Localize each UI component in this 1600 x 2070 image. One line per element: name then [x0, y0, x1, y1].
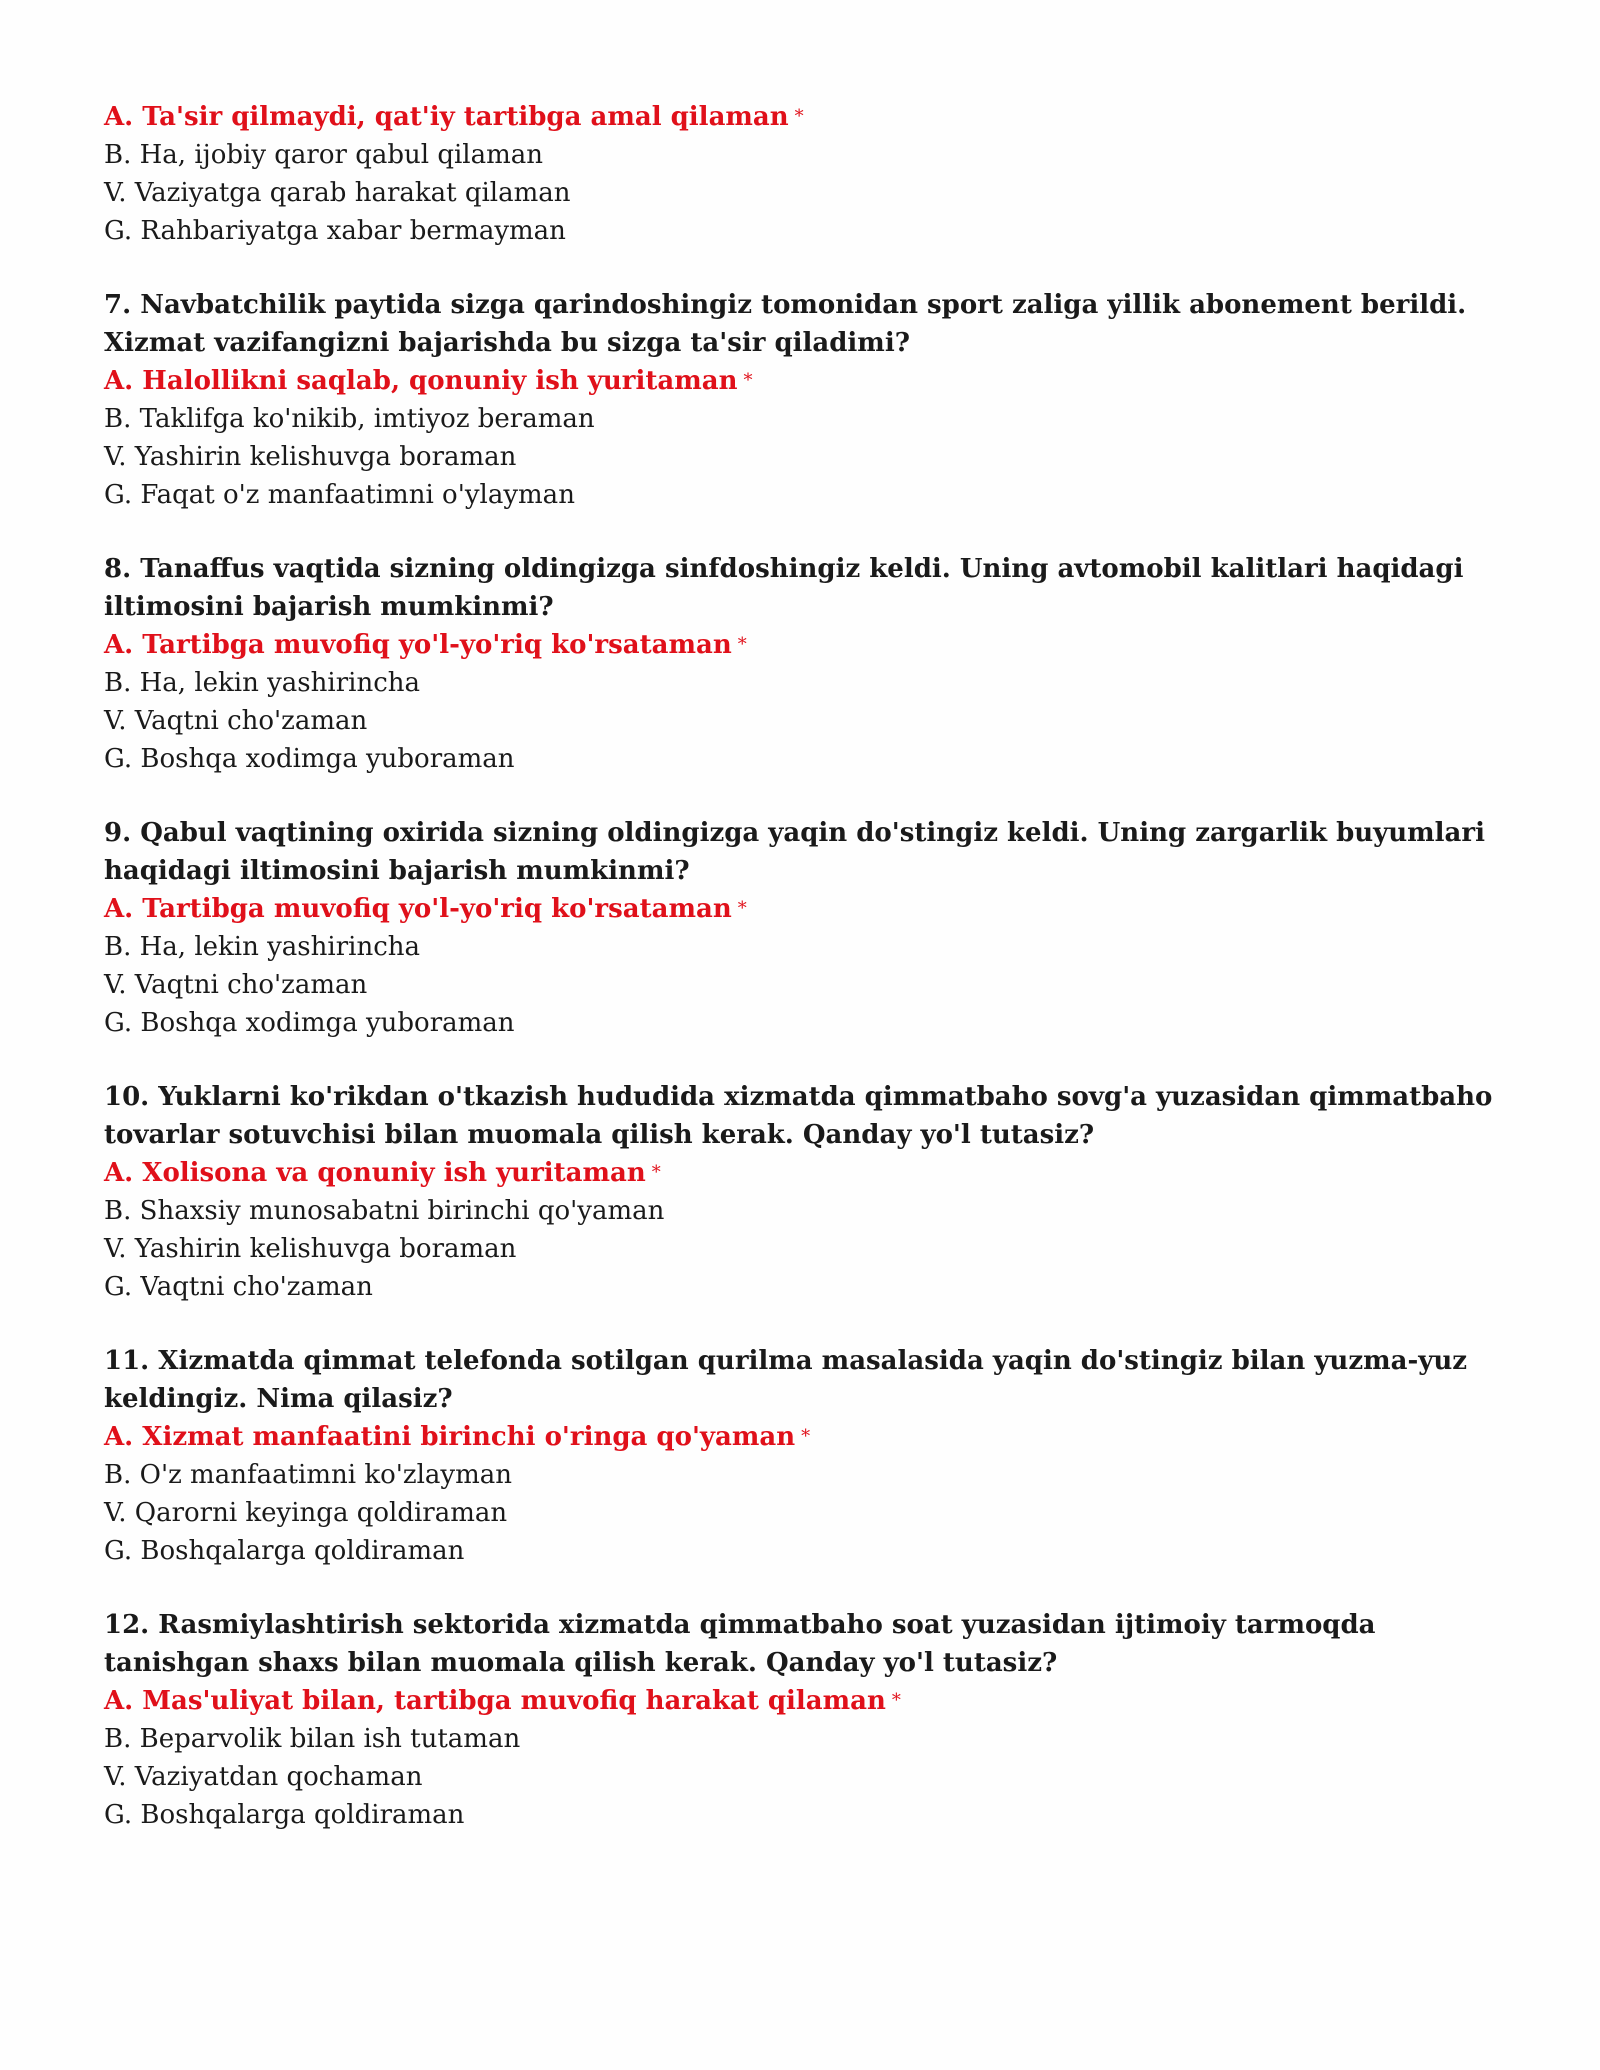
option: V. Vaqtni cho'zaman — [104, 970, 368, 1000]
option: B. Taklifga ko'nikib, imtiyoz beraman — [104, 404, 595, 434]
correct-marker: * — [743, 370, 753, 391]
option: V. Yashirin kelishuvga boraman — [104, 1234, 517, 1264]
correct-marker: * — [651, 1162, 661, 1183]
question-text: 7. Navbatchilik paytida sizga qarindoshingiz tomonidan sport zaliga yillik abonement berildi. Xizmat vazifangizni bajarishda bu sizga ta'sir qiladimi? — [104, 290, 1467, 358]
correct-option: A. Ta'sir qilmaydi, qat'iy tartibga amal qilaman * — [104, 102, 804, 132]
option: V. Vaqtni cho'zaman — [104, 706, 368, 736]
option: B. Beparvolik bilan ish tutaman — [104, 1724, 521, 1754]
option: G. Boshqa xodimga yuboraman — [104, 1008, 515, 1038]
correct-option: A. Tartibga muvofiq yo'l-yo'riq ko'rsataman * — [104, 630, 747, 660]
option: B. Shaxsiy munosabatni birinchi qo'yaman — [104, 1196, 665, 1226]
question-block — [104, 550, 1504, 778]
correct-marker: * — [737, 634, 747, 655]
question-block — [104, 286, 1504, 514]
option: G. Boshqa xodimga yuboraman — [104, 744, 515, 774]
question-block — [104, 1342, 1504, 1570]
correct-marker: * — [801, 1426, 811, 1447]
option: G. Rahbariyatga xabar bermayman — [104, 216, 566, 246]
correct-marker: * — [794, 106, 804, 127]
question-text: 11. Xizmatda qimmat telefonda sotilgan qurilma masalasida yaqin do'stingiz bilan yuzma-yuz keldingiz. Nima qilasiz? — [104, 1346, 1468, 1414]
correct-marker: * — [737, 898, 747, 919]
option: G. Boshqalarga qoldiraman — [104, 1800, 465, 1830]
option: B. Ha, lekin yashirincha — [104, 932, 421, 962]
option: G. Boshqalarga qoldiraman — [104, 1536, 465, 1566]
option: B. O'z manfaatimni ko'zlayman — [104, 1460, 512, 1490]
question-block — [104, 1078, 1504, 1306]
question-text: 8. Tanaffus vaqtida sizning oldingizga sinfdoshingiz keldi. Uning avtomobil kalitlari haqidagi iltimosini bajarish mumkinmi? — [104, 554, 1464, 622]
question-block — [104, 814, 1504, 1042]
question-text: 12. Rasmiylashtirish sektorida xizmatda qimmatbaho soat yuzasidan ijtimoiy tarmoqda tanishgan shaxs bilan muomala qilish kerak. Qanday yo'l tutasiz? — [104, 1610, 1376, 1678]
question-text: 10. Yuklarni ko'rikdan o'tkazish hududida xizmatda qimmatbaho sovg'a yuzasidan qimmatbaho tovarlar sotuvchisi bilan muomala qilish kerak. Qanday yo'l tutasiz? — [104, 1082, 1493, 1150]
option: B. Ha, ijobiy qaror qabul qilaman — [104, 140, 543, 170]
option: B. Ha, lekin yashirincha — [104, 668, 421, 698]
correct-option: A. Xolisona va qonuniy ish yuritaman * — [104, 1158, 661, 1188]
question-block — [104, 98, 1504, 250]
option: V. Vaziyatga qarab harakat qilaman — [104, 178, 571, 208]
question-block — [104, 1606, 1504, 1834]
option: V. Yashirin kelishuvga boraman — [104, 442, 517, 472]
correct-option: A. Halollikni saqlab, qonuniy ish yuritaman * — [104, 366, 753, 396]
option: V. Vaziyatdan qochaman — [104, 1762, 423, 1792]
option: G. Vaqtni cho'zaman — [104, 1272, 373, 1302]
correct-option: A. Tartibga muvofiq yo'l-yo'riq ko'rsataman * — [104, 894, 747, 924]
correct-option: A. Mas'uliyat bilan, tartibga muvofiq harakat qilaman * — [104, 1686, 901, 1716]
question-text: 9. Qabul vaqtining oxirida sizning oldingizga yaqin do'stingiz keldi. Uning zargarlik buyumlari haqidagi iltimosini bajarish mumkinmi? — [104, 818, 1485, 886]
option: V. Qarorni keyinga qoldiraman — [104, 1498, 508, 1528]
correct-marker: * — [891, 1690, 901, 1711]
correct-option: A. Xizmat manfaatini birinchi o'ringa qo'yaman * — [104, 1422, 811, 1452]
option: G. Faqat o'z manfaatimni o'ylayman — [104, 480, 575, 510]
